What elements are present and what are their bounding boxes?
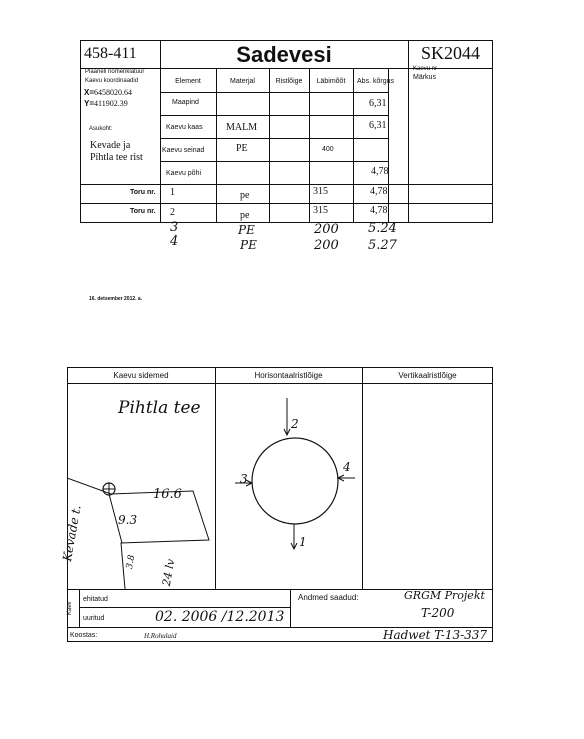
col-material: Materjal <box>230 78 255 85</box>
pipe-material: pe <box>240 210 250 221</box>
well-id: SK2044 <box>420 43 480 63</box>
dimension-38: 3.8 <box>124 554 138 570</box>
handwritten-pipe-material: PE <box>238 223 255 237</box>
table-row-material: PE <box>236 143 248 154</box>
document-date: 16. detsember 2012. a. <box>89 296 143 302</box>
handwritten-pipe-diameter: 200 <box>314 238 339 253</box>
dimension-short: 9.3 <box>118 513 138 527</box>
table-row-diameter: 400 <box>322 146 334 153</box>
table-row-element: Kaevu põhi <box>166 170 202 177</box>
col-diameter: Läbimõõt <box>316 78 346 85</box>
pipe-no: 2 <box>170 207 175 218</box>
data-from-value: T-200 <box>421 606 455 620</box>
data-from-value: GRGM Projekt <box>404 589 485 602</box>
horizontal-section-title: Horisontaalristlõige <box>254 371 323 380</box>
pipe-4-label: 4 <box>343 460 351 474</box>
pipe-1-label: 1 <box>299 535 307 549</box>
map-sheet-number: 458-411 <box>84 45 137 62</box>
table-row-element: Kaevu kaas <box>166 124 203 131</box>
pipe-material: pe <box>240 190 250 201</box>
handwritten-pipe-elevation: 5.24 <box>368 221 397 236</box>
data-from-label: Andmed saadud: <box>298 593 359 602</box>
vertical-section-title: Vertikaalristlõige <box>398 371 457 380</box>
table-row-elevation: 6,31 <box>369 120 387 131</box>
well-side-label: Kaev <box>67 601 73 615</box>
table-row-material: MALM <box>226 122 258 133</box>
pipe-elevation: 4,78 <box>370 186 388 197</box>
reference-number: Hadwet T-13-337 <box>383 628 488 642</box>
page-title: Sadevesi <box>236 42 332 67</box>
remarks-label: Märkus <box>413 74 436 81</box>
table-row-elevation: 4,78 <box>371 166 389 177</box>
pipe-2-label: 2 <box>291 417 299 431</box>
location-line2: Pihtla tee rist <box>90 152 143 163</box>
author-label: Koostas: <box>70 632 98 639</box>
col-section: Ristlõige <box>275 78 303 85</box>
surveyed-label: uuritud <box>83 615 105 622</box>
surveyed-value: 02. 2006 /12.2013 <box>155 609 285 625</box>
pipe-elevation: 4,78 <box>370 205 388 216</box>
col-elevation: Abs. kõrgus <box>357 78 394 85</box>
pipe-no: 1 <box>170 187 175 198</box>
table-row-element: Kaevu seinad <box>162 147 205 154</box>
pipe-diameter: 315 <box>313 186 328 197</box>
pipe-3-label: 3 <box>240 472 248 486</box>
table-row-element: Maapind <box>172 99 199 106</box>
horizontal-section-drawing <box>215 383 362 589</box>
coord-y: Y=411902.39 <box>84 99 128 108</box>
author-value: H.Rohulaid <box>144 632 177 640</box>
handwritten-pipe-no: 4 <box>170 234 179 249</box>
pipe-label: Toru nr. <box>130 208 156 215</box>
map-sheet-label: Plaaneli nomenklatuur <box>85 69 145 75</box>
well-cross-section <box>252 438 338 524</box>
pipe-label: Toru nr. <box>130 189 156 196</box>
street-label-left: Kevade t. <box>60 503 84 563</box>
well-id-label: Kaevu nr <box>413 66 438 72</box>
location-label: Asukoht: <box>89 126 113 132</box>
col-element: Element <box>175 78 201 85</box>
dimension-24: 24 lv <box>159 557 178 588</box>
handwritten-pipe-elevation: 5.27 <box>368 238 397 253</box>
coord-x: X=6458020.64 <box>84 88 133 97</box>
handwritten-pipe-material: PE <box>240 238 257 252</box>
table-row-elevation: 6,31 <box>369 98 387 109</box>
handwritten-pipe-no: 3 <box>170 220 179 235</box>
sketch-outline <box>67 478 209 589</box>
dimension-long: 16.6 <box>153 487 182 502</box>
street-label-top: Pihtla tee <box>118 398 201 418</box>
built-label: ehitatud <box>83 596 108 603</box>
handwritten-pipe-diameter: 200 <box>314 222 339 237</box>
connections-title: Kaevu sidemed <box>113 371 169 380</box>
coords-label: Kaevu koordinaadid <box>85 78 139 84</box>
pipe-diameter: 315 <box>313 205 328 216</box>
location-line1: Kevade ja <box>90 140 131 151</box>
